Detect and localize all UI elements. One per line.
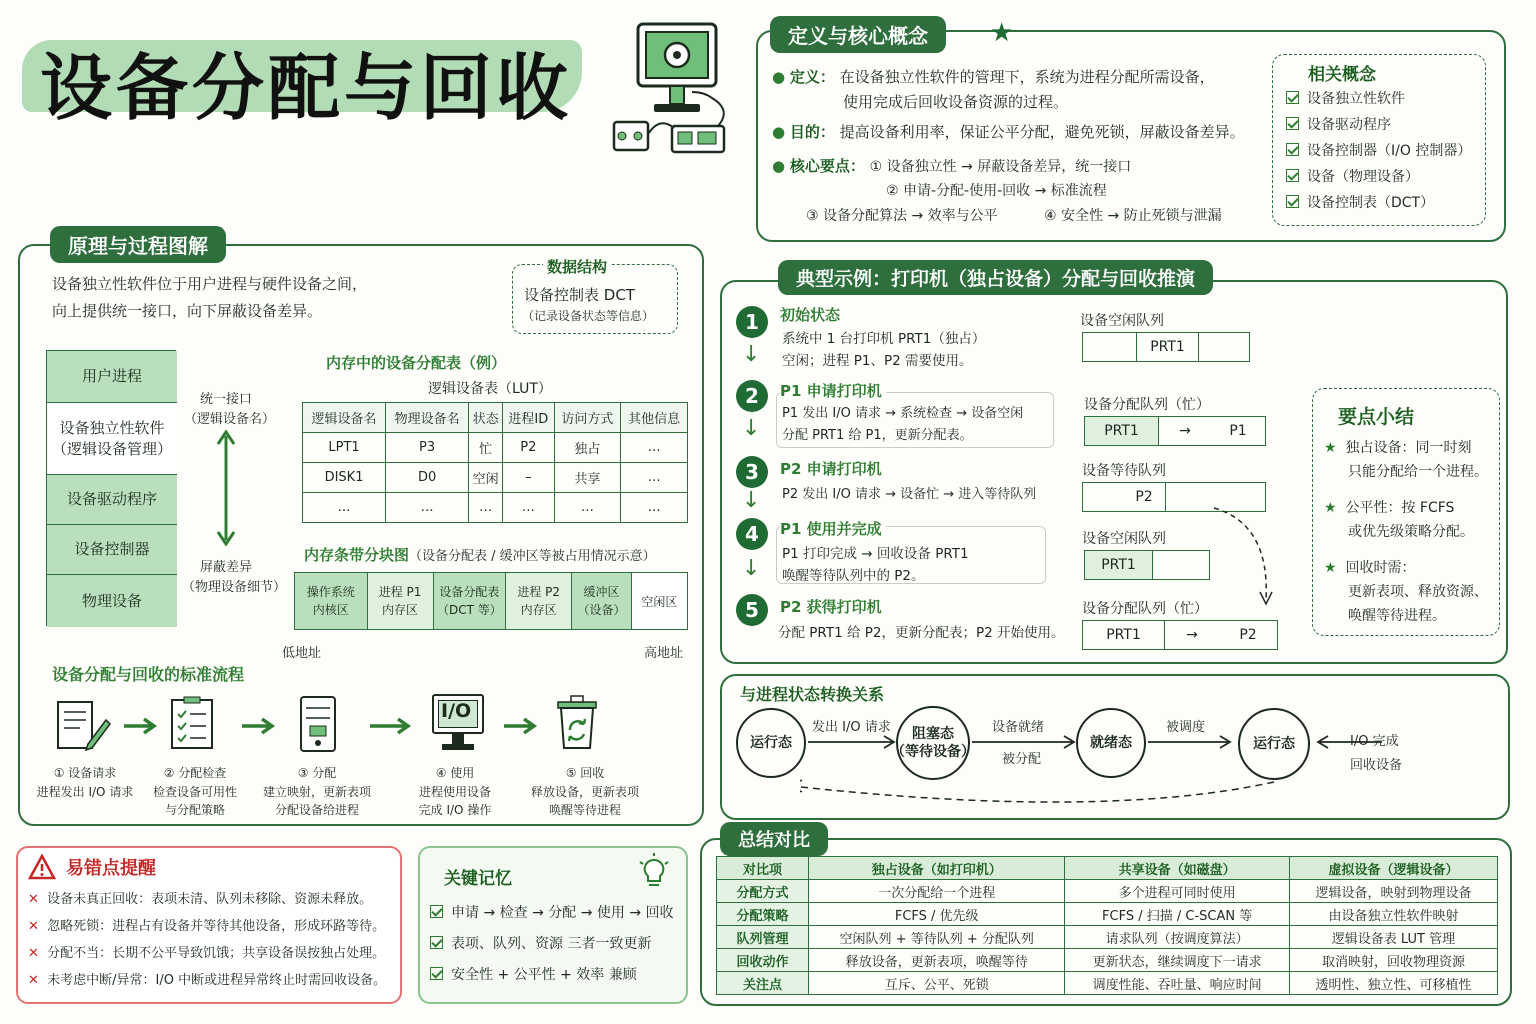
summary-item: ★ 独占设备：同一时刻: [1324, 440, 1472, 456]
alloc-queue-after: PRT1 → P2: [1082, 620, 1278, 650]
idle-queue: PRT1: [1082, 332, 1250, 362]
flow-step-3: ③ 分配 建立映射，更新表项 分配设备给进程: [262, 766, 371, 818]
checkbox-icon: [1286, 169, 1299, 182]
table-row: 队列管理 空闲队列 + 等待队列 + 分配队列 请求队列（按调度算法） 逻辑设备表 LUT 管理: [717, 926, 1498, 949]
goal-bullet: ● 目的： 提高设备利用率，保证公平分配，避免死锁，屏蔽设备差异。: [772, 123, 1245, 141]
cross-icon: ✕: [28, 946, 39, 961]
cross-icon: ✕: [28, 919, 39, 934]
lut-header: 进程ID: [503, 403, 554, 433]
lut-header: 状态: [469, 403, 503, 433]
goal-text: 提高设备利用率，保证公平分配，避免死锁，屏蔽设备差异。: [839, 123, 1245, 141]
arrow-right-icon: [368, 716, 412, 736]
arrow-down-icon: ↓: [742, 556, 761, 581]
step-title: 初始状态: [780, 306, 841, 324]
lut-table: [302, 402, 688, 523]
mistake-item: ✕ 未考虑中断/异常：I/O 中断或进程异常终止时需回收设备。: [28, 973, 387, 988]
low-address: 低地址: [282, 646, 322, 661]
flow-step-4: ④ 使用 进程使用设备 完成 I/O 操作: [418, 766, 492, 818]
table-row: … … … … … …: [303, 493, 688, 523]
star-icon: ★: [1324, 500, 1337, 516]
goal-label: 目的：: [789, 123, 835, 141]
step-title: P1 申请打印机: [780, 380, 886, 401]
arrow-right-icon: [122, 716, 158, 736]
summary-item: ★ 公平性：按 FCFS: [1324, 500, 1455, 516]
queue-label: 设备分配队列（忙）: [1082, 601, 1208, 617]
memory-caption: 内存条带分块图（设备分配表 / 缓冲区等被占用情况示意）: [304, 546, 656, 564]
lightbulb-icon: [634, 852, 674, 892]
page-title: 设备分配与回收: [40, 46, 573, 130]
lut-header-row: [303, 403, 688, 433]
memory-item: 表项、队列、资源 三者一致更新: [430, 929, 674, 960]
step-desc: 空闲；进程 P1、P2 需要使用。: [782, 353, 973, 369]
mem-block: 进程 P1 内存区: [368, 573, 434, 629]
step-number: 4: [736, 518, 768, 550]
queue-label: 设备分配队列（忙）: [1084, 397, 1210, 413]
server-icon: [298, 694, 338, 754]
lut-caption: 内存中的设备分配表（例）: [326, 354, 507, 372]
edge-label: 被分配: [1002, 752, 1042, 767]
step-desc: 分配 PRT1 给 P1，更新分配表。: [782, 428, 973, 443]
arrow-down-icon: ↓: [742, 416, 761, 441]
warning-icon: [28, 854, 56, 880]
memory-item: 安全性 + 公平性 + 效率 兼顾: [430, 960, 674, 991]
down-label-1: 屏蔽差异: [200, 560, 253, 575]
computer-illustration: [608, 18, 738, 158]
checkbox-icon: [1286, 117, 1299, 130]
summary-item: ★ 回收时需：: [1324, 560, 1416, 576]
flow-step-1: ① 设备请求 进程发出 I/O 请求: [36, 766, 134, 799]
related-item: 设备（物理设备）: [1286, 164, 1471, 190]
core-3: ③ 设备分配算法 → 效率与公平: [806, 208, 998, 224]
monitor-io-icon: [430, 694, 486, 754]
step-title: P1 使用并完成: [780, 518, 886, 539]
mistake-item: ✕ 忽略死锁：进程占有设备并等待其他设备，形成环路等待。: [28, 919, 386, 934]
layer-stack: [46, 350, 176, 626]
down-label-2: （物理设备细节）: [182, 580, 287, 595]
mem-block: 缓冲区 （设备）: [572, 573, 632, 629]
summary-list: ★ 独占设备：同一时刻 只能分配给一个进程。 ★ 公平性：按 FCFS 或优先级策略分配。 ★ 回收时需： 更新表项、释放资源、 唤醒等待进程。: [1324, 436, 1488, 628]
edge-label: 发出 I/O 请求: [812, 720, 891, 735]
high-address: 高地址: [644, 646, 684, 661]
checkbox-icon: [430, 967, 443, 980]
layer-driver: 设备驱动程序: [47, 475, 177, 525]
document-icon: [52, 698, 112, 754]
checkbox-icon: [430, 905, 443, 918]
checklist-icon: [168, 696, 218, 752]
edge-label: 设备就绪: [992, 720, 1045, 735]
star-icon: ★: [1324, 440, 1337, 456]
related-item: 设备独立性软件: [1286, 86, 1471, 112]
arrow-down-icon: ↓: [742, 488, 761, 513]
def-bullet-1: ● 定义： 在设备独立性软件的管理下，系统为进程分配所需设备，: [772, 68, 1215, 86]
mem-block: 操作系统 内核区: [295, 573, 368, 629]
idle-queue-after: PRT1: [1084, 550, 1210, 580]
ds-title: 数据结构: [543, 256, 611, 277]
flow-title: 设备分配与回收的标准流程: [52, 665, 245, 684]
queue-label: 设备空闲队列: [1080, 313, 1164, 329]
compare-title: 总结对比: [720, 822, 828, 856]
compare-table: [716, 856, 1498, 995]
table-row: DISK1 D0 空闲 – 共享 …: [303, 463, 688, 493]
mem-block: 进程 P2 内存区: [506, 573, 572, 629]
memory-list: [430, 898, 674, 991]
mem-block: 设备分配表 （DCT 等）: [434, 573, 507, 629]
step-desc: P2 发出 I/O 请求 → 设备忙 → 进入等待队列: [782, 487, 1037, 502]
core-label: 核心要点：: [789, 157, 865, 175]
lut-header: 其他信息: [621, 403, 688, 433]
recycle-bin-icon: [554, 694, 600, 752]
related-title: 相关概念: [1308, 65, 1376, 85]
mistakes-title: 易错点提醒: [66, 858, 156, 879]
step-desc: 分配 PRT1 给 P2，更新分配表；P2 开始使用。: [778, 625, 1065, 641]
def-text-2: 使用完成后回收设备资源的过程。: [843, 93, 1069, 111]
edge-label: I/O 完成: [1350, 734, 1399, 749]
mistakes-list: [28, 886, 386, 994]
core-2: ② 申请-分配-使用-回收 → 标准流程: [886, 183, 1107, 199]
step-number: 1: [736, 306, 768, 338]
step-title: P2 申请打印机: [780, 460, 882, 478]
dashed-curve-arrow: [1210, 504, 1280, 610]
def-text-1: 在设备独立性软件的管理下，系统为进程分配所需设备，: [839, 68, 1215, 86]
cross-icon: ✕: [28, 892, 39, 907]
step-title: P2 获得打印机: [780, 598, 882, 616]
principle-title: 原理与过程图解: [50, 226, 226, 263]
lut-subcaption: 逻辑设备表（LUT）: [428, 381, 552, 397]
queue-label: 设备等待队列: [1082, 463, 1166, 479]
ds-line-2: （记录设备状态等信息）: [522, 309, 655, 323]
memory-title: 关键记忆: [444, 869, 512, 889]
state-blocked: 阻塞态 （等待设备）: [896, 706, 970, 780]
step-number: 3: [736, 456, 768, 488]
mistake-item: ✕ 设备未真正回收：表项未清、队列未移除、资源未释放。: [28, 892, 373, 907]
related-item: 设备驱动程序: [1286, 112, 1471, 138]
up-label-2: （逻辑设备名）: [184, 412, 276, 427]
related-item: 设备控制器（I/O 控制器）: [1286, 138, 1471, 164]
mem-block: 空闲区: [632, 573, 687, 629]
state-running-2: 运行态: [1238, 708, 1310, 780]
step-desc: P1 打印完成 → 回收设备 PRT1: [782, 546, 969, 562]
cross-icon: ✕: [28, 973, 39, 988]
io-label: I/O: [441, 700, 472, 722]
table-row: 对比项 独占设备（如打印机） 共享设备（如磁盘） 虚拟设备（逻辑设备）: [717, 857, 1498, 880]
edge-label: 回收设备: [1350, 758, 1403, 773]
lut-header: 逻辑设备名: [303, 403, 386, 433]
layer-controller: 设备控制器: [47, 525, 177, 575]
step-number: 2: [736, 380, 768, 412]
arrow-down-icon: ↓: [742, 342, 761, 367]
core-4: ④ 安全性 → 防止死锁与泄漏: [1044, 208, 1222, 224]
state-arrows: [800, 690, 1410, 808]
queue-label: 设备空闲队列: [1082, 531, 1166, 547]
checkbox-icon: [1286, 91, 1299, 104]
step-desc: 唤醒等待队列中的 P2。: [782, 568, 925, 584]
double-arrow-icon: [216, 430, 236, 546]
related-item: 设备控制表（DCT）: [1286, 190, 1471, 216]
step-desc: 系统中 1 台打印机 PRT1（独占）: [782, 331, 986, 347]
principle-intro-1: 设备独立性软件位于用户进程与硬件设备之间，: [52, 275, 368, 293]
principle-intro-2: 向上提供统一接口，向下屏蔽设备差异。: [52, 302, 323, 320]
layer-user-process: 用户进程: [47, 351, 177, 403]
example-title: 典型示例：打印机（独占设备）分配与回收推演: [778, 260, 1213, 295]
lut-header: 访问方式: [554, 403, 621, 433]
table-row: 分配方式 一次分配给一个进程 多个进程可同时使用 逻辑设备，映射到物理设备: [717, 880, 1498, 903]
flow-step-5: ⑤ 回收 释放设备，更新表项 唤醒等待进程: [530, 766, 639, 818]
state-ready: 就绪态: [1076, 708, 1146, 778]
def-label: 定义：: [789, 68, 835, 86]
lut-header: 物理设备名: [386, 403, 469, 433]
edge-label: 被调度: [1166, 720, 1206, 735]
ds-line-1: 设备控制表 DCT: [524, 286, 635, 304]
checkbox-icon: [430, 936, 443, 949]
table-row: 回收动作 释放设备，更新表项，唤醒等待 更新状态，继续调度下一请求 取消映射，回收物理资源: [717, 949, 1498, 972]
memory-strip: [294, 572, 688, 630]
table-row: 关注点 互斥、公平、死锁 调度性能、吞吐量、响应时间 透明性、独立性、可移植性: [717, 972, 1498, 995]
state-running: 运行态: [736, 708, 806, 778]
layer-device-independent: 设备独立性软件 （逻辑设备管理）: [47, 403, 177, 475]
step-number: 5: [736, 594, 768, 626]
related-list: [1286, 86, 1471, 216]
core-1: ① 设备独立性 → 屏蔽设备差异，统一接口: [869, 159, 1132, 175]
core-bullet: ● 核心要点： ① 设备独立性 → 屏蔽设备差异，统一接口: [772, 157, 1132, 175]
up-label-1: 统一接口: [200, 392, 253, 407]
arrow-right-icon: [240, 716, 276, 736]
flow-step-2: ② 分配检查 检查设备可用性 与分配策略: [152, 766, 237, 818]
checkbox-icon: [1286, 195, 1299, 208]
mistake-item: ✕ 分配不当：长期不公平导致饥饿；共享设备误按独占处理。: [28, 946, 386, 961]
wait-queue: P2: [1082, 482, 1266, 512]
definition-title: 定义与核心概念: [770, 16, 946, 53]
step-desc: P1 发出 I/O 请求 → 系统检查 → 设备空闲: [782, 406, 1024, 421]
checkbox-icon: [1286, 143, 1299, 156]
summary-title: 要点小结: [1338, 406, 1415, 428]
star-icon: ★: [990, 18, 1014, 48]
memory-item: 申请 → 检查 → 分配 → 使用 → 回收: [430, 898, 674, 929]
alloc-queue: PRT1 → P1: [1084, 416, 1266, 446]
layer-physical: 物理设备: [47, 575, 177, 627]
state-title: 与进程状态转换关系: [740, 685, 885, 704]
arrow-right-icon: [502, 716, 538, 736]
star-icon: ★: [1324, 560, 1337, 576]
table-row: LPT1 P3 忙 P2 独占 …: [303, 433, 688, 463]
table-row: 分配策略 FCFS / 优先级 FCFS / 扫描 / C-SCAN 等 由设备独立性软件映射: [717, 903, 1498, 926]
